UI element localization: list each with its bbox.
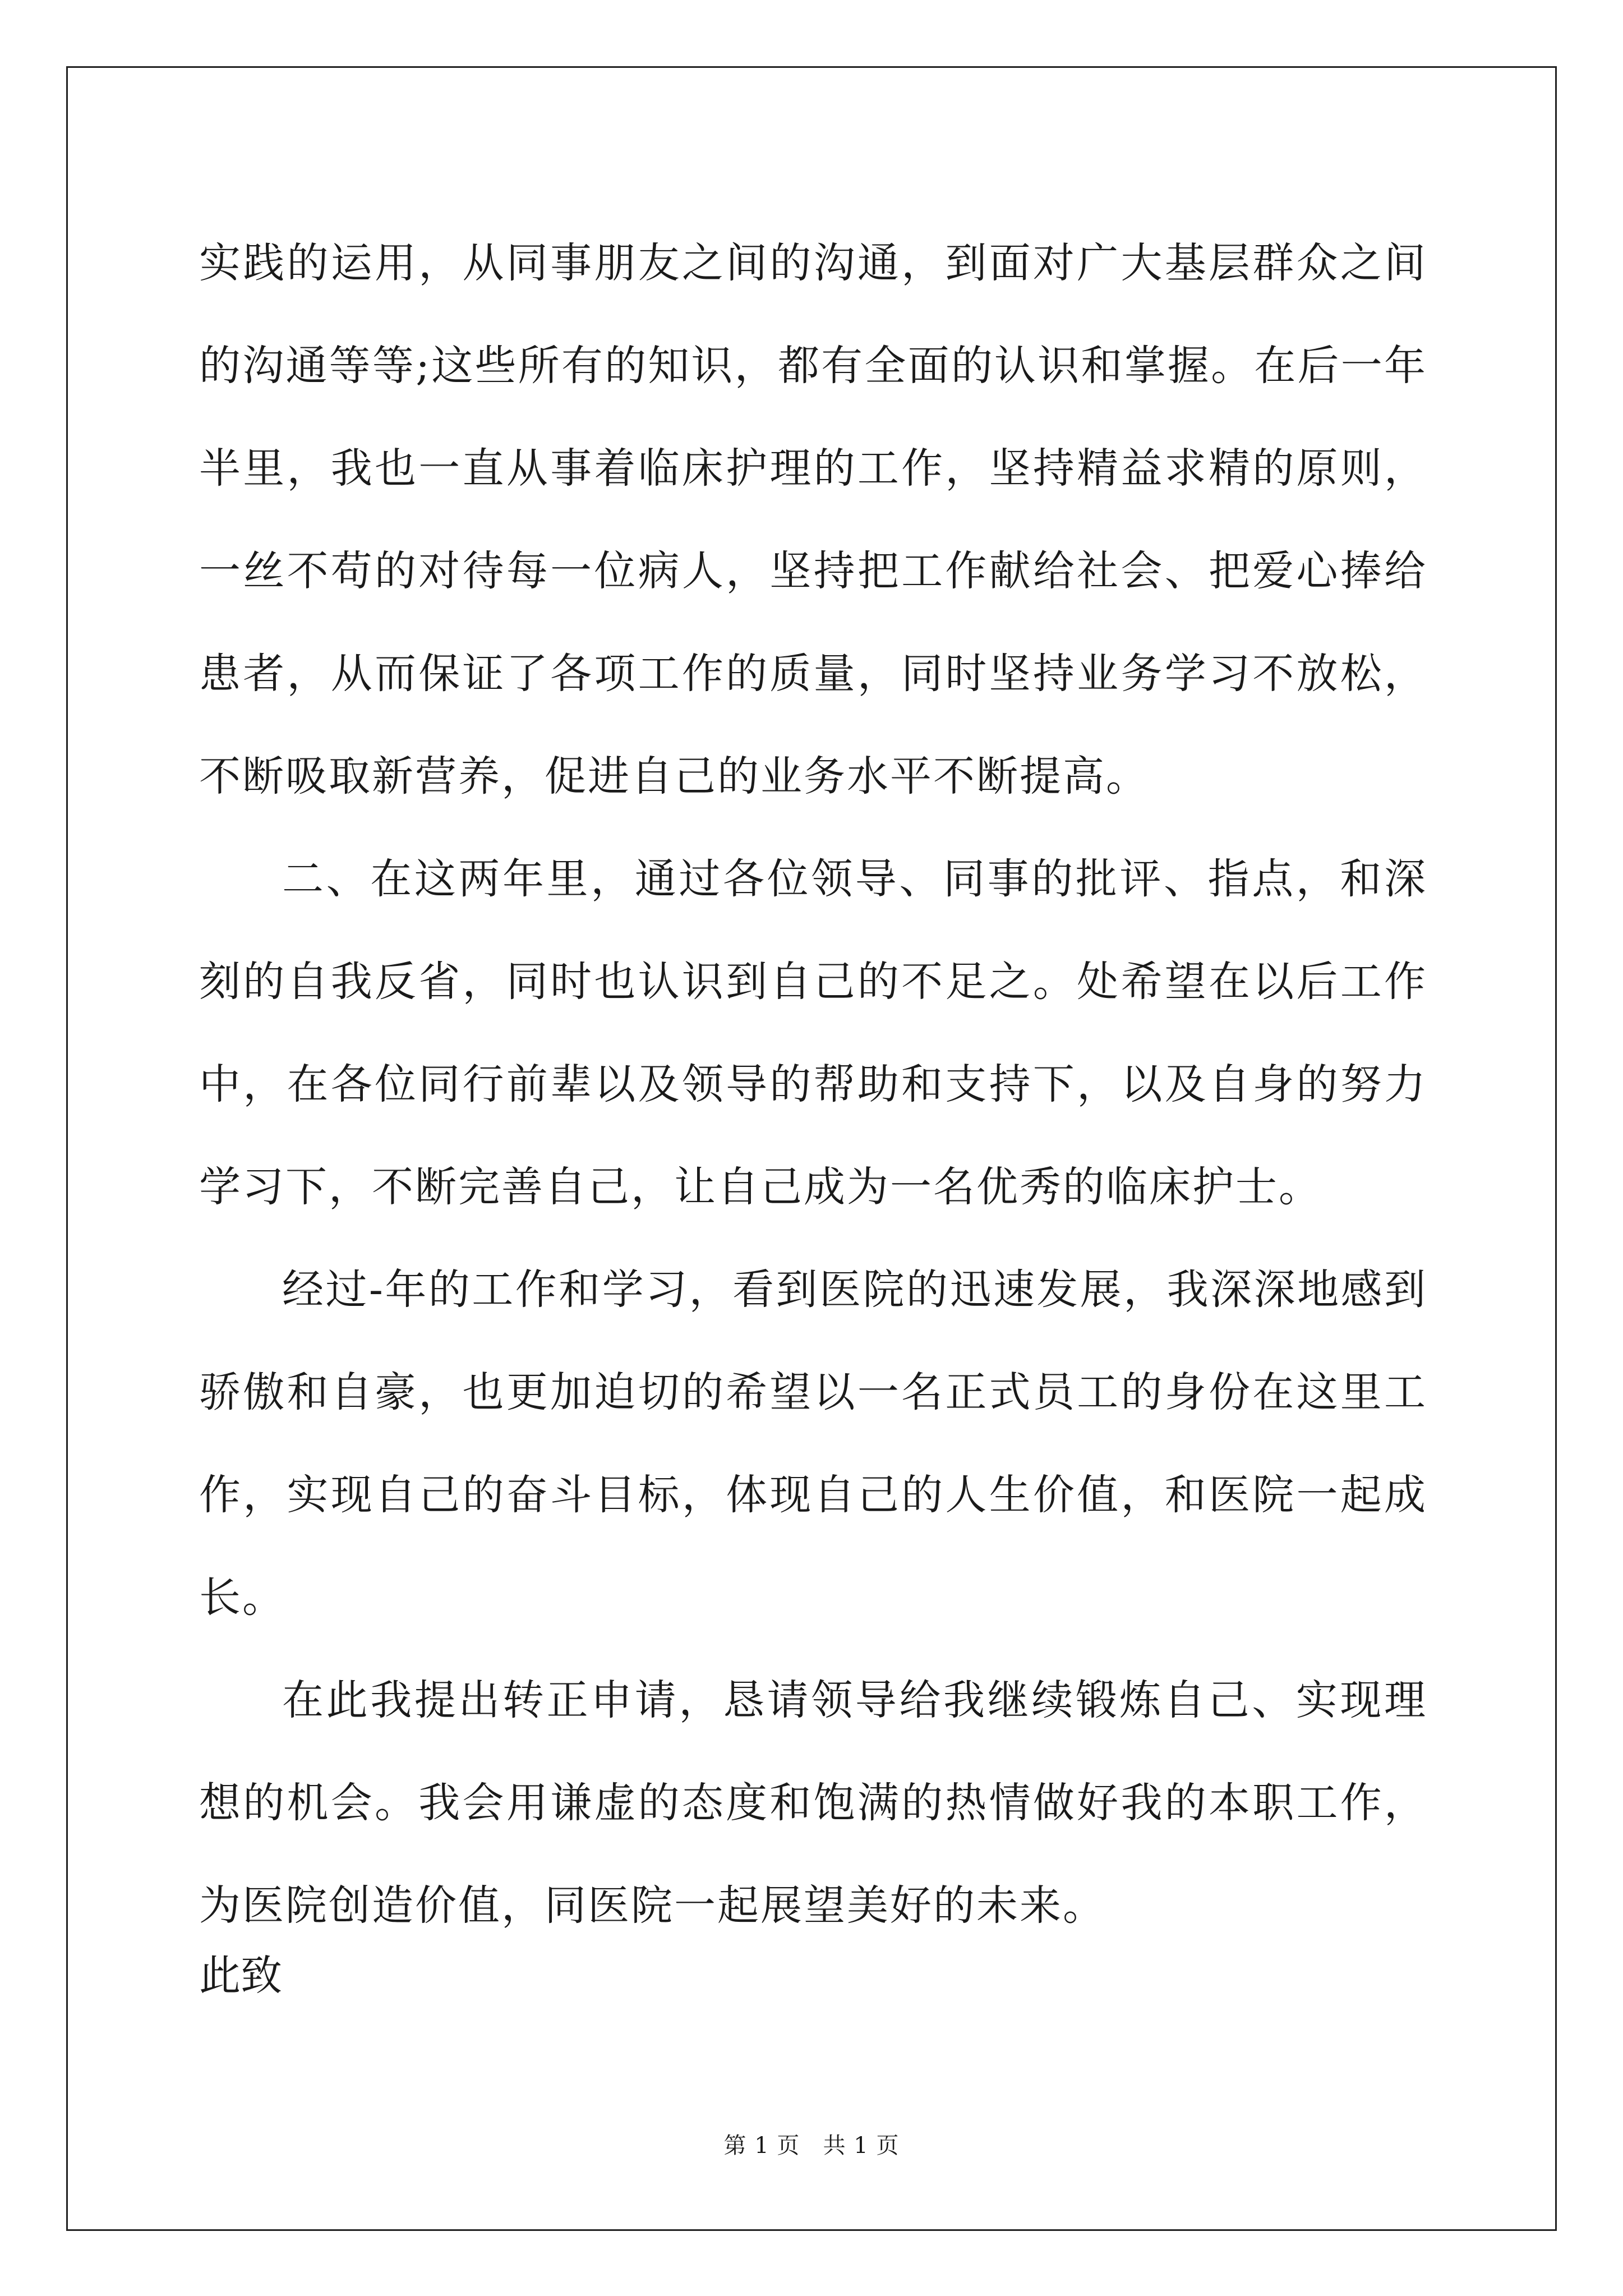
paragraph-3: 经过-年的工作和学习，看到医院的迅速发展，我深深地感到骄傲和自豪，也更加迫切的希望以一名正式员工的身份在这里工作，实现自己的奋斗目标，体现自己的人生价值，和医院一起成长。 [199, 1266, 1427, 1622]
paragraph-1: 实践的运用，从同事朋友之间的沟通，到面对广大基层群众之间的沟通等等;这些所有的知识，都有全面的认识和掌握。在后一年半里，我也一直从事着临床护理的工作，坚持精益求精的原则，一丝不苟的对待每一位病人，坚持把工作献给社会、把爱心捧给患者，从而保证了各项工作的质量，同时坚持业务学习不放松，不断吸取新营养，促进自己的业务水平不断提高。 [199, 239, 1427, 800]
salutation: 此致 [199, 1952, 282, 2000]
paragraph-4: 在此我提出转正申请，恳请领导给我继续锻炼自己、实现理想的机会。我会用谦虚的态度和饱满的热情做好我的本职工作，为医院创造价值，同医院一起展望美好的未来。 [199, 1676, 1427, 1930]
paragraph-2: 二、在这两年里，通过各位领导、同事的批评、指点，和深刻的自我反省，同时也认识到自己的不足之。处希望在以后工作中，在各位同行前辈以及领导的帮助和支持下，以及自身的努力学习下，不断完善自己，让自己成为一名优秀的临床护士。 [199, 855, 1427, 1211]
letter-body [199, 212, 1427, 1957]
page-number-footer: 第 1 页 共 1 页 [723, 2133, 900, 2159]
